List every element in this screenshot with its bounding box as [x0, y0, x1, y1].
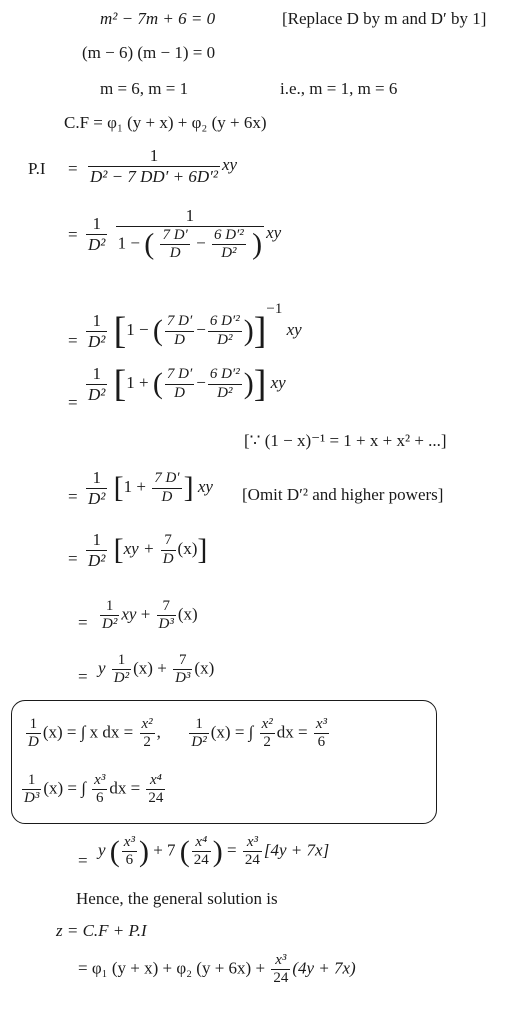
- x-paren: (x): [133, 658, 153, 678]
- pi-eq-5: =: [68, 487, 78, 506]
- num: x⁴: [149, 772, 162, 788]
- den: 2: [140, 733, 155, 751]
- num-one: 1: [92, 213, 101, 233]
- pi-den-1: D² − 7 DD′ + 6D′²: [90, 166, 218, 186]
- one-plus: 1 +: [123, 476, 146, 496]
- dx-eq-2: dx =: [109, 778, 141, 798]
- pi-label: P.I: [28, 159, 46, 178]
- pi-expr-1: [86, 146, 237, 186]
- num-one: 1: [92, 311, 101, 331]
- xy-4: xy: [270, 372, 286, 392]
- xy-3: xy: [286, 320, 302, 339]
- den: D³: [158, 616, 174, 633]
- num-one: 1: [185, 206, 195, 225]
- x4-over-24: [146, 772, 165, 808]
- x3-over-6: [314, 716, 329, 752]
- pi-expr-8: [98, 652, 214, 688]
- pi-eq-4: =: [68, 393, 78, 412]
- frac-7-over-d: [161, 532, 176, 568]
- frac-7d-over-d: [152, 470, 181, 506]
- den: 6: [92, 789, 107, 807]
- num: x³: [315, 716, 327, 732]
- one-over-d2-2: [86, 214, 107, 254]
- dx-eq: dx =: [276, 722, 308, 742]
- num: x³: [123, 834, 135, 850]
- final-line: [78, 952, 356, 988]
- den: 24: [193, 852, 209, 869]
- pi-eq-3: =: [68, 331, 78, 350]
- result-eq: =: [78, 851, 88, 870]
- one-over-d2-5: [86, 468, 107, 508]
- int-x-dx: (x) = ∫ x dx =: [42, 722, 134, 742]
- num: 1: [29, 716, 38, 732]
- inverse-exponent: −1: [266, 301, 283, 317]
- one-over-d2-7: [100, 598, 119, 634]
- den: D²: [208, 384, 242, 402]
- pi-eq-2: =: [68, 225, 78, 244]
- x3-over-6-int: [92, 772, 107, 808]
- int-prefix-2: (x) = ∫: [43, 778, 86, 798]
- den: 24: [148, 790, 164, 807]
- num: 1: [195, 716, 203, 732]
- x3-over-6-r: [122, 834, 137, 870]
- den: D²: [191, 734, 207, 751]
- num: x²: [261, 716, 273, 732]
- one-over-d2-4: [86, 364, 107, 404]
- num: x³: [275, 952, 287, 968]
- int-prefix: (x) = ∫: [210, 722, 254, 742]
- x-paren: (x): [194, 658, 215, 678]
- inverse-fraction: [116, 206, 264, 262]
- one-over-d2-box: [189, 716, 208, 752]
- den-d2: D²: [88, 550, 106, 570]
- one-over-d2-3: [86, 311, 107, 351]
- num-one: 1: [117, 652, 126, 668]
- pi-expr-6: $\frac{1}{\text{D²}}$ [xy + $\frac{7}{D}$ (x)]: [88, 530, 208, 570]
- one-over-d2-8: [112, 652, 131, 688]
- num: 7: [164, 532, 172, 549]
- num-one: 1: [92, 468, 101, 487]
- num: 1: [27, 772, 36, 788]
- den: D²: [208, 331, 242, 349]
- den-d2: D²: [113, 670, 130, 687]
- seven-over-d3: [173, 652, 192, 688]
- cf-line: C.F = φ₁ (y + x) + φ₂ (y + 6x): [64, 113, 267, 132]
- den: D: [28, 734, 39, 751]
- x3-over-24: [243, 834, 262, 870]
- num: x²: [141, 716, 153, 732]
- den: 2: [260, 733, 275, 751]
- eq: =: [227, 840, 237, 860]
- final-b: (4y + 7x): [292, 958, 356, 978]
- den: D: [162, 550, 174, 567]
- frac-7d-over-d: [165, 313, 194, 349]
- series-note: [∵ (1 − x)⁻¹ = 1 + x + x² + ...]: [244, 431, 447, 450]
- aux-eq-line: [100, 10, 215, 27]
- y: y: [98, 840, 106, 860]
- frac-6d2-over-d2: [212, 227, 246, 263]
- hence-text: Hence, the general solution is: [76, 889, 278, 908]
- one-plus: 1 +: [126, 372, 149, 392]
- num: 7: [178, 652, 187, 668]
- den-d2: D²: [102, 616, 118, 633]
- one-minus: 1 −: [126, 320, 149, 339]
- frac-7d-over-d: [160, 227, 189, 263]
- omit-note: [Omit D′² and higher powers]: [242, 485, 444, 504]
- roots-eq: m = 6, m = 1: [100, 79, 189, 98]
- pi-eq-6: =: [68, 549, 78, 568]
- one-over-d2-6: [86, 530, 107, 570]
- y-prefix: y: [98, 658, 106, 678]
- pi-expr-7: [98, 598, 198, 634]
- big-denominator: 1 − ( $\frac{7 D'}{D}$ − $\frac{\text{6 D′²}}{\text{D²}}$ ): [117, 226, 263, 261]
- num-one: 1: [92, 530, 101, 549]
- aux-equation: m² − 7m + 6 = 0: [100, 9, 216, 28]
- num: x³: [246, 834, 258, 850]
- roots-note: i.e., m = 1, m = 6: [280, 79, 398, 98]
- pi-expr-5: $\frac{1}{\text{D²}}$ [1 + $\frac{7 D'}{D}$ ] xy: [88, 468, 213, 508]
- den-d2: D²: [88, 384, 106, 404]
- num: 7 D′: [166, 366, 193, 383]
- pi-expr-4: $\frac{1}{\text{D²}}$ [1 + ( $\frac{7 D'}{D}$ − $\frac{\text{6 D′²}}{\text{D²}}$ )] xy: [88, 363, 286, 406]
- den: 6: [122, 851, 137, 869]
- den: D²: [212, 244, 246, 262]
- frac-7d-over-d: [165, 366, 194, 402]
- pi-expr-2: [84, 206, 281, 262]
- den: 24: [244, 852, 260, 869]
- x3-over-24-final: [271, 952, 290, 988]
- x2-over-2-int: [260, 716, 275, 752]
- frac-6d2-over-d2: [208, 366, 242, 402]
- num-one: 1: [105, 598, 114, 614]
- general-solution: z = C.F + P.I: [56, 921, 147, 940]
- num: 6 D′²: [209, 366, 240, 383]
- plus: +: [140, 604, 151, 624]
- pi-num-1: 1: [149, 146, 159, 165]
- final-a: = φ₁ (y + x) + φ₂ (y + 6x) +: [78, 958, 266, 978]
- factored-eq: (m − 6) (m − 1) = 0: [82, 43, 216, 62]
- x-paren: (x): [177, 604, 198, 624]
- replace-note: [Replace D by m and D′ by 1]: [282, 9, 487, 28]
- seven-over-d3: [157, 598, 176, 634]
- xy-1: xy: [221, 154, 238, 174]
- plus-seven: + 7: [153, 840, 176, 860]
- den-d2: D²: [88, 234, 106, 254]
- result-expr: y ( $\frac{\text{x³}}{6}$ ) + 7 ( $\frac{\text{x⁴}}{24}$ ) = $\frac{\text{x³}}{24}$ [4y + 7x]: [98, 834, 330, 869]
- num: 7: [162, 598, 170, 614]
- num: x⁴: [195, 834, 208, 850]
- tail: [4y + 7x]: [263, 840, 330, 860]
- xy-5: xy: [197, 476, 213, 496]
- minus: −: [196, 320, 206, 339]
- xy-7: xy: [121, 604, 137, 624]
- box-row-2: [20, 772, 167, 808]
- den: D³: [175, 670, 191, 687]
- num: 7 D′: [166, 313, 193, 330]
- num: 6 D′²: [209, 313, 240, 330]
- box-row-1: [24, 716, 331, 752]
- num-one: 1: [92, 364, 101, 383]
- frac-6d2-over-d2: [208, 313, 242, 349]
- x2-over-2: [140, 716, 155, 752]
- x-paren: (x): [177, 538, 198, 558]
- one-over-d3-box: [22, 772, 41, 808]
- den: D: [165, 384, 194, 402]
- pi-eq-8: =: [78, 667, 88, 686]
- one-over-d: [26, 716, 41, 752]
- num: x³: [94, 772, 106, 788]
- den: 24: [273, 970, 289, 987]
- pi-eq-1: =: [68, 159, 78, 178]
- den: D³: [24, 790, 40, 807]
- den: D: [160, 244, 189, 262]
- pi-expr-3: $\frac{1}{\text{D²}}$ [1 − ( $\frac{7 D'}{D}$ − $\frac{\text{6 D′²}}{\text{D²}}$ )]$^{-1}$ xy: [88, 301, 302, 353]
- den: D: [152, 488, 181, 506]
- plus: +: [157, 658, 167, 678]
- minus: −: [196, 372, 206, 392]
- num: 7 D′: [162, 226, 188, 243]
- comma: ,: [156, 722, 161, 742]
- one-minus: 1 −: [117, 233, 140, 253]
- den-d2: D²: [88, 331, 106, 351]
- pi-eq-7: =: [78, 613, 88, 632]
- den-d2: D²: [88, 488, 106, 508]
- minus: −: [196, 233, 206, 253]
- num: 7 D′: [154, 470, 180, 487]
- den: D: [165, 331, 194, 349]
- xy-2: xy: [266, 222, 282, 242]
- den: 6: [314, 733, 329, 751]
- num: 6 D′²: [213, 226, 244, 243]
- pi-fraction-1: [88, 146, 220, 186]
- xy-plus: xy +: [123, 538, 155, 558]
- x4-over-24-r: [192, 834, 211, 870]
